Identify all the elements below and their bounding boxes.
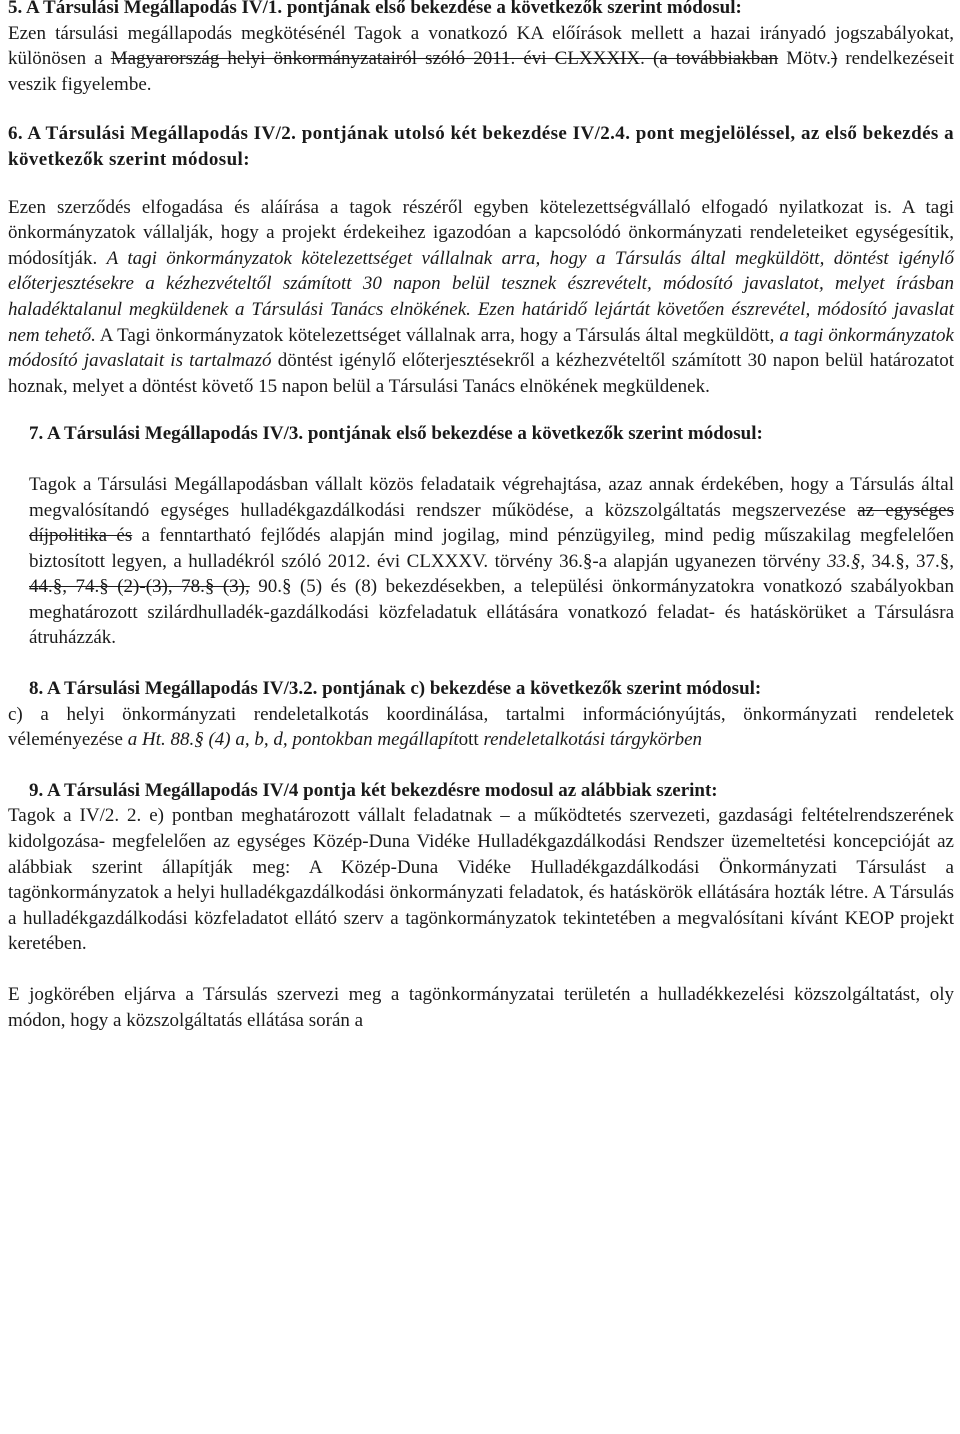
section-5-heading: 5. A Társulási Megállapodás IV/1. pontjának első bekezdése a következők szerint módosul: — [8, 0, 742, 18]
text-run: a fenntartható fejlődés alapján mind jogilag, mind pénzügyileg, mind pedig műszakilag megfelelően biztosított legyen, a hulladékról szóló 2012. évi CLXXXV. törvény 36.§-a alapján ugyanezen törvény — [29, 525, 954, 572]
text-run: 90.§ (5) és (8) bekezdésekben, a települési önkormányzatokra vonatkozó szabályokban meghatározott szilárdhulladék-gazdálkodási közfeladatuk ellátására vonatkozó feladat- és hatáskörüket a Társulásra átruházzák. — [29, 576, 954, 649]
italic-text: a tagi önkormányzatok módosító javaslatait is tartalmazó — [8, 324, 954, 372]
text-run: A Tagi önkormányzatok kötelezettséget vállalnak arra, hogy a Társulás által megküldött, — [95, 324, 780, 346]
section-9-paragraph-1: Tagok a IV/2. 2. e) pontban meghatározott vállalt feladatnak – a működtetés szervezeti, gazdasági feltételrendszerének kidolgozása- megfelelően az egységes Közép-Duna Vidéke Hulladékgazdálkodási Rendszer üzemeltetési koncepcióját az alábbiak szerint állapítják meg: A Közép-Duna Vidéke Hulladékgazdálkodási Önkormányzati Társulást a tagönkormányzatok a helyi hulladékgazdálkodási önkormányzati feladatok, és hatáskörök ellátására hozták létre. A Társulás a hulladékgazdálkodási közfeladatot ellátó szerv a tagönkormányzatok tekintetében a megvalósítani kívánt KEOP projekt keretében. — [8, 805, 954, 955]
italic-text: a Ht. 88.§ (4) a, b, d, pontokban megállapít — [127, 729, 459, 751]
struck-text: 44.§, 74.§ (2)-(3), 78.§ (3), — [29, 576, 250, 598]
section-9-paragraph-2: E jogkörében eljárva a Társulás szervezi meg a tagönkormányzatai területén a hulladékkezelési közszolgáltatást, oly módon, hogy a közszolgáltatás ellátása során a — [8, 984, 954, 1031]
italic-text: rendeletalkotási tárgykörben — [483, 729, 703, 751]
section-6-paragraph — [8, 195, 954, 400]
text-run: c) a helyi önkormányzati rendeletalkotás koordinálása, tartalmi információnyújtás, önkormányzati rendeletek véleményezése — [8, 703, 954, 751]
text-run: döntést igénylő előterjesztésekről a kézhezvételtől számított 30 napon belül határozatot hoznak, melyet a döntést követő 15 napon belül a Társulási Tanács elnökének megküldenek. — [8, 350, 954, 397]
text-run: ott — [458, 729, 484, 751]
text-run: Ezen társulási megállapodás megkötésénél Tagok a vonatkozó KA előírások mellett a hazai irányadó jogszabályokat, különösen a — [8, 22, 954, 70]
section-6-heading: 6. A Társulási Megállapodás IV/2. pontjának utolsó két bekezdése IV/2.4. pont megjelöléssel, az első bekezdés a következők szerint módosul: — [8, 123, 954, 170]
text-run: rendelkezéseit veszik figyelembe. — [8, 48, 954, 95]
section-7-paragraph — [8, 472, 954, 651]
text-run: Tagok a Társulási Megállapodásban vállalt közös feladataik végrehajtása, azaz annak érdekében, hogy a Társulás által megvalósítandó egységes hulladékgazdálkodási rendszer működése, a közszolgáltatás megszervezése — [29, 473, 954, 521]
section-7 — [8, 421, 954, 651]
section-8-paragraph — [8, 702, 954, 753]
text-run: Mötv. — [778, 48, 831, 70]
section-5-paragraph — [8, 21, 954, 98]
section-9-heading: 9. A Társulási Megállapodás IV/4 pontja két bekezdésre modosul az alábbiak szerint: — [29, 779, 718, 801]
section-6 — [8, 121, 954, 399]
italic-text: 33.§ — [827, 550, 861, 572]
section-5 — [8, 0, 954, 97]
italic-text: A tagi önkormányzatok kötelezettséget vállalnak arra, hogy a Társulás által megküldött, döntést igénylő előterjesztésekre a kézhezvételtől számított 30 napon belül tesznek észrevételt, módosító javaslatot, melyet írásban haladéktalanul megküldenek a Társulási Tanács elnökének. Ezen határidő lejártát követően észrevétel, módosító javaslat nem tehető. — [8, 247, 954, 346]
section-8 — [8, 676, 954, 753]
struck-text: az egységes díjpolitika és — [29, 499, 954, 547]
text-run: , 34.§, 37.§, — [860, 550, 955, 572]
section-7-heading: 7. A Társulási Megállapodás IV/3. pontjának első bekezdése a következők szerint módosul: — [29, 423, 763, 445]
section-9 — [8, 778, 954, 1033]
section-8-heading: 8. A Társulási Megállapodás IV/3.2. pontjának c) bekezdése a következők szerint módosul: — [29, 678, 762, 700]
struck-text: Magyarország helyi önkormányzatairól szóló 2011. évi CLXXXIX. (a továbbiakban — [110, 48, 779, 70]
struck-text: ) — [830, 48, 838, 70]
text-run: Ezen szerződés elfogadása és aláírása a tagok részéről egyben kötelezettségvállaló elfogadó nyilatkozat is. A tagi önkormányzatok vállalják, hogy a projekt érdekeihez igazodóan a kapcsolódó önkormányzati rendeleteiket egységesítik, módosítják. — [8, 196, 954, 269]
